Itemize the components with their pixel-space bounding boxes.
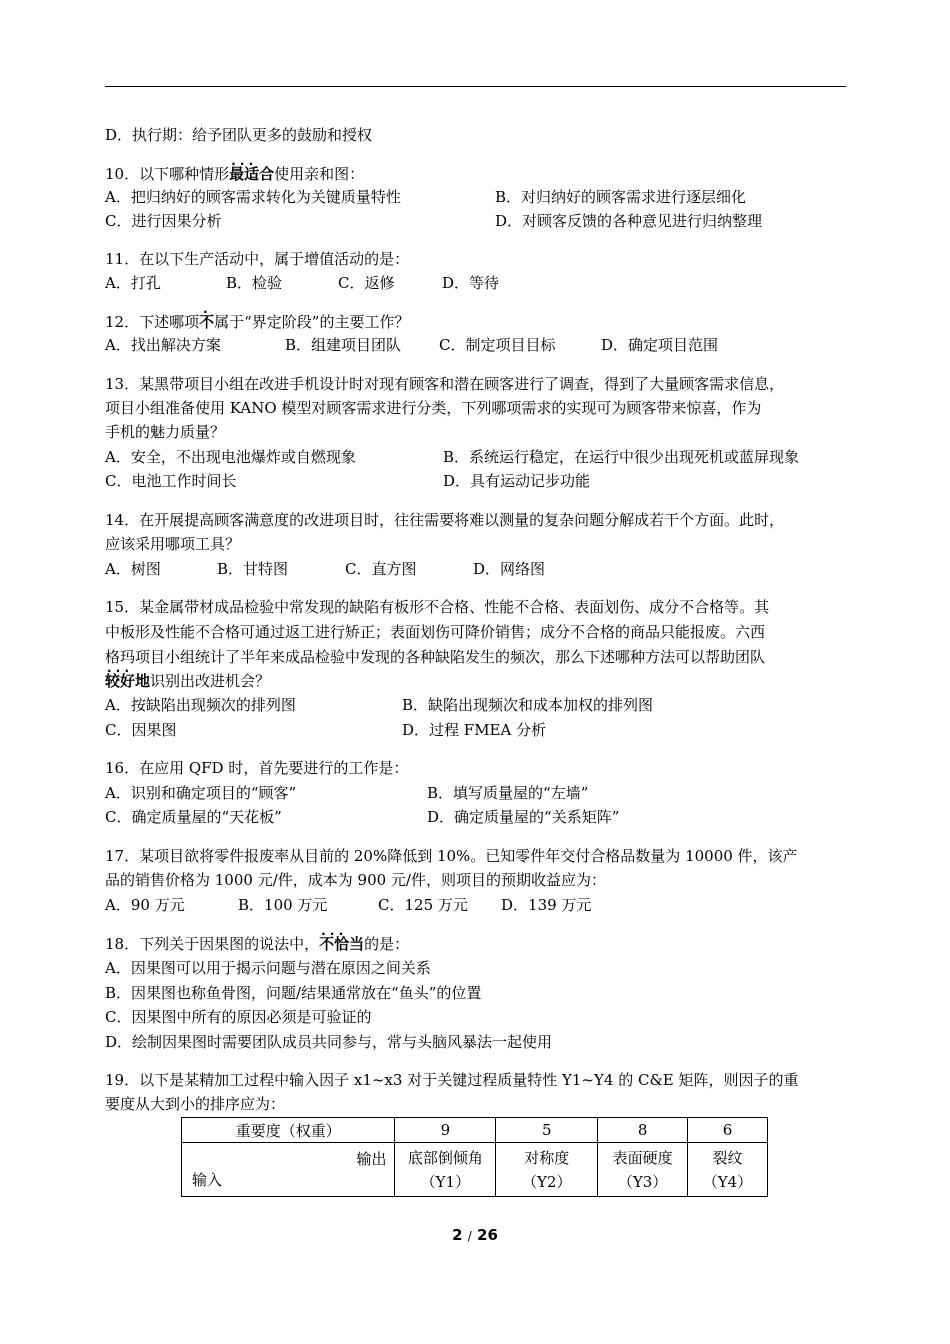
q14-option-b: B．甘特图	[217, 560, 289, 578]
q12-option-a: A．找出解决方案	[105, 336, 221, 354]
ce-matrix-table	[181, 1117, 768, 1197]
q11-option-b: B．检验	[226, 274, 283, 292]
q16-option-d: D．确定质量屋的“关系矩阵”	[427, 808, 620, 826]
ce-output-label: 输出	[356, 1150, 387, 1168]
q10-stem: 10．以下哪种情形· · · 最适合使用亲和图：	[105, 163, 364, 185]
q12-stem: 12．下述哪项不属于“界定阶段”的主要工作？	[105, 313, 410, 331]
q11-option-c: C．返修	[338, 274, 395, 292]
q16-option-a: A．识别和确定项目的“顾客”	[105, 784, 297, 802]
ce-output-y1: 底部倒倾角 （Y1）	[395, 1143, 496, 1197]
q12-option-c: C．制定项目目标	[439, 336, 556, 354]
q9-option-d: D．执行期：给予团队更多的鼓励和授权	[105, 126, 373, 144]
header-rule	[105, 86, 846, 87]
q17-stem-line2: 品的销售价格为 1000 元/件，成本为 900 元/件，则项目的预期收益应为：	[105, 871, 606, 889]
q13-option-a: A．安全，不出现电池爆炸或自燃现象	[105, 448, 356, 466]
q15-stem-line2: 中板形及性能不合格可通过返工进行矫正；表面划伤可降价销售；成分不合格的商品只能报废。六西	[105, 623, 766, 641]
q13-stem-line2: 项目小组准备使用 KANO 模型对顾客需求进行分类，下列哪项需求的实现可为顾客带来惊喜，作为	[105, 399, 762, 417]
q17-option-c: C．125 万元	[378, 896, 468, 914]
ce-input-label: 输入	[192, 1171, 223, 1189]
q15-option-d: D．过程 FMEA 分析	[402, 721, 547, 739]
q10-emphasis: · · · 最适合	[229, 165, 274, 183]
q13-stem-line3: 手机的魅力质量？	[105, 423, 226, 441]
q16-option-c: C．确定质量屋的“天花板”	[105, 808, 282, 826]
q16-option-b: B．填写质量屋的“左墙”	[427, 784, 589, 802]
ce-weight-label: 重要度（权重）	[182, 1118, 395, 1143]
q18-option-d: D．绘制因果图时需要团队成员共同参与，常与头脑风暴法一起使用	[105, 1033, 553, 1051]
q15-emphasis: · · · 较好地	[105, 672, 150, 690]
q18-stem: 18．下列关于因果图的说法中，· · · 不恰当的是：	[105, 933, 409, 955]
q18-emphasis: · · · 不恰当	[319, 935, 364, 953]
q18-option-a: A．因果图可以用于揭示问题与潜在原因之间关系	[105, 959, 431, 977]
ce-weight-y4: 6	[688, 1118, 768, 1143]
q12-option-b: B．组建项目团队	[285, 336, 402, 354]
q11-option-a: A．打孔	[105, 274, 161, 292]
ce-weight-y2: 5	[496, 1118, 598, 1143]
q11-stem: 11．在以下生产活动中，属于增值活动的是：	[105, 250, 410, 268]
q14-option-d: D．网络图	[473, 560, 546, 578]
ce-output-y3: 表面硬度 （Y3）	[598, 1143, 688, 1197]
q13-option-c: C．电池工作时间长	[105, 472, 237, 490]
q17-option-d: D．139 万元	[501, 896, 592, 914]
page-number: 2 / 26	[452, 1226, 498, 1244]
q10-option-c: C．进行因果分析	[105, 212, 222, 230]
ce-output-y4: 裂纹 （Y4）	[688, 1143, 768, 1197]
q10-option-b: B．对归纳好的顾客需求进行逐层细化	[495, 188, 747, 206]
q14-stem-line2: 应该采用哪项工具？	[105, 535, 241, 553]
q16-stem: 16．在应用 QFD 时，首先要进行的工作是：	[105, 759, 409, 777]
q17-stem-line1: 17．某项目欲将零件报废率从目前的 20%降低到 10%。已知零件年交付合格品数量为 10000 件，该产	[105, 847, 798, 865]
q19-stem-line2: 要度从大到小的排序应为：	[105, 1095, 286, 1113]
q18-option-b: B．因果图也称鱼骨图，问题/结果通常放在“鱼头”的位置	[105, 984, 482, 1002]
q15-option-a: A．按缺陷出现频次的排列图	[105, 696, 296, 714]
ce-output-y2: 对称度 （Y2）	[496, 1143, 598, 1197]
q12-option-d: D．确定项目范围	[601, 336, 719, 354]
q15-option-c: C．因果图	[105, 721, 177, 739]
q12-emphasis: 不	[199, 313, 215, 331]
q15-stem-line4: · · · 较好地识别出改进机会？	[105, 670, 270, 692]
ce-weight-y3: 8	[598, 1118, 688, 1143]
q10-option-d: D．对顾客反馈的各种意见进行归纳整理	[495, 212, 763, 230]
ce-corner-cell	[182, 1143, 395, 1197]
q17-option-b: B．100 万元	[238, 896, 328, 914]
q15-stem-line1: 15．某金属带材成品检验中常发现的缺陷有板形不合格、性能不合格、表面划伤、成分不合格等。其	[105, 598, 770, 616]
ce-weight-y1: 9	[395, 1118, 496, 1143]
q18-option-c: C．因果图中所有的原因必须是可验证的	[105, 1008, 372, 1026]
q14-option-c: C．直方图	[345, 560, 417, 578]
q14-stem-line1: 14．在开展提高顾客满意度的改进项目时，往往需要将难以测量的复杂问题分解成若干个方面。此时，	[105, 511, 785, 529]
q15-option-b: B．缺陷出现频次和成本加权的排列图	[402, 696, 654, 714]
ce-weight-row	[182, 1118, 768, 1143]
ce-header-row	[182, 1143, 768, 1197]
q13-option-d: D．具有运动记步功能	[443, 472, 591, 490]
q14-option-a: A．树图	[105, 560, 161, 578]
q11-option-d: D．等待	[442, 274, 500, 292]
q10-option-a: A．把归纳好的顾客需求转化为关键质量特性	[105, 188, 401, 206]
q13-stem-line1: 13．某黑带项目小组在改进手机设计时对现有顾客和潜在顾客进行了调查，得到了大量顾客需求信息，	[105, 375, 785, 393]
q19-stem-line1: 19．以下是某精加工过程中输入因子 x1~x3 对于关键过程质量特性 Y1~Y4 的 C&E 矩阵，则因子的重	[105, 1071, 799, 1089]
q15-stem-line3: 格玛项目小组统计了半年来成品检验中发现的各种缺陷发生的频次，那么下述哪种方法可以帮助团队	[105, 648, 766, 666]
q13-option-b: B．系统运行稳定，在运行中很少出现死机或蓝屏现象	[443, 448, 800, 466]
q17-option-a: A．90 万元	[105, 896, 185, 914]
